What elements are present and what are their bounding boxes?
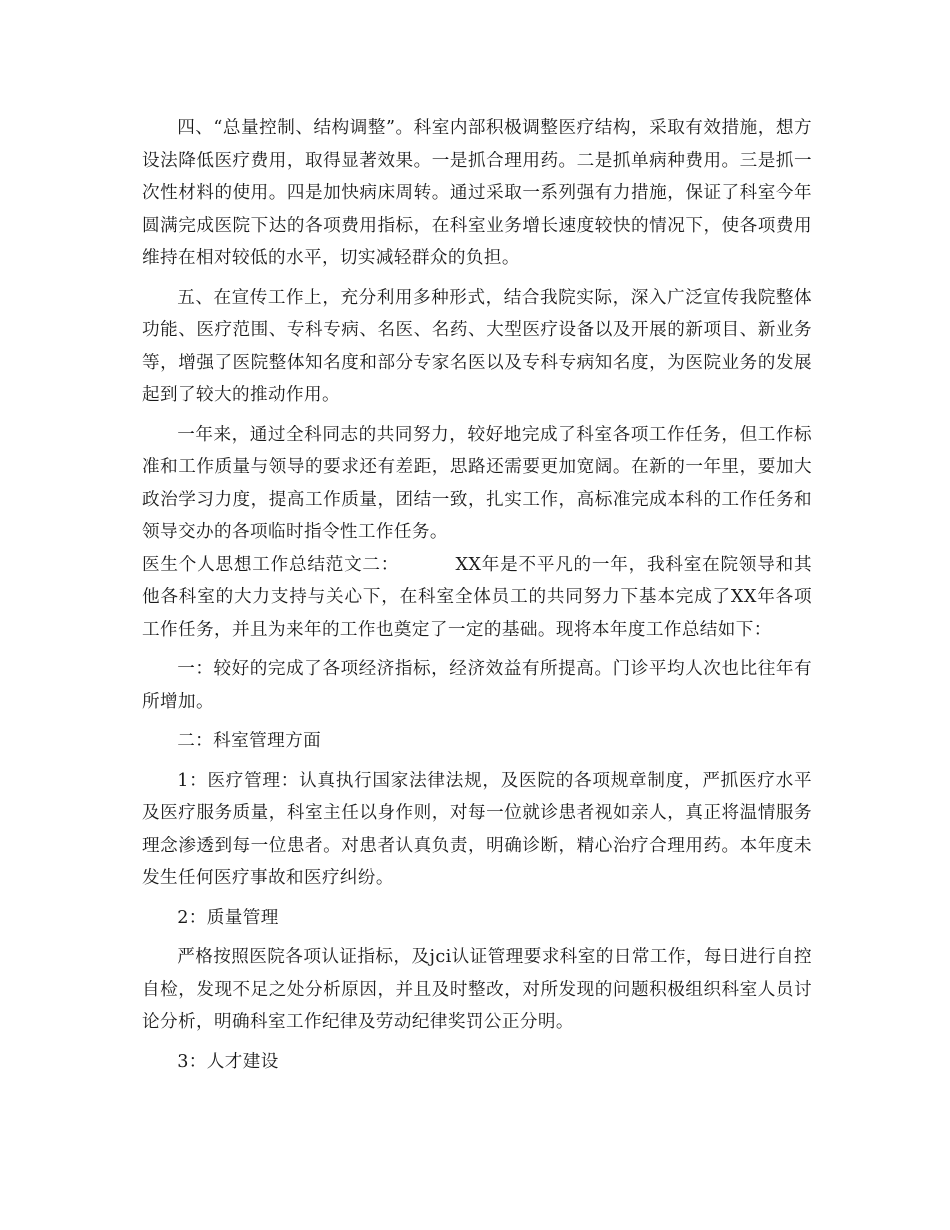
paragraph-five: 五、在宣传工作上，充分利用多种形式，结合我院实际，深入广泛宣传我院整体功能、医疗范围、专科专病、名医、名药、大型医疗设备以及开展的新项目、新业务等，增强了医院整体知名度和部分专家名医以及专科专病知名度，为医院业务的发展起到了较大的推动作用。 <box>142 287 812 405</box>
heading-management: 二：科室管理方面 <box>177 731 322 751</box>
paragraph-sample-two <box>142 549 812 647</box>
paragraph-economic: 一：较好的完成了各项经济指标，经济效益有所提高。门诊平均人次也比往年有所增加。 <box>142 659 812 712</box>
paragraph-year-summary: 一年来，通过全科同志的共同努力，较好地完成了科室各项工作任务，但工作标准和工作质量与领导的要求还有差距，思路还需要更加宽阔。在新的一年里，要加大政治学习力度，提高工作质量，团结一致，扎实工作，高标准完成本科的工作任务和领导交办的各项临时指令性工作任务。 <box>142 424 812 542</box>
paragraph-four: 四、“总量控制、结构调整”。科室内部积极调整医疗结构，采取有效措施，想方设法降低医疗费用，取得显著效果。一是抓合理用药。二是抓单病种费用。三是抓一次性材料的使用。四是加快病床周转。通过采取一系列强有力措施，保证了科室今年圆满完成医院下达的各项费用指标，在科室业务增长速度较快的情况下，使各项费用维持在相对较低的水平，切实减轻群众的负担。 <box>142 118 812 268</box>
sample-two-title: 医生个人思想工作总结范文二： <box>142 554 400 575</box>
document-body <box>142 112 812 1078</box>
paragraph-quality: 严格按照医院各项认证指标，及jci认证管理要求科室的日常工作，每日进行自控自检，发现不足之处分析原因，并且及时整改，对所发现的问题积极组织科室人员讨论分析，明确科室工作纪律及劳动纪律奖罚公正分明。 <box>142 947 812 1032</box>
paragraph-medical-management: 1：医疗管理：认真执行国家法律法规，及医院的各项规章制度，严抓医疗水平及医疗服务质量，科室主任以身作则，对每一位就诊患者视如亲人，真正将温情服务理念渗透到每一位患者。对患者认真负责，明确诊断，精心治疗合理用药。本年度未发生任何医疗事故和医疗纠纷。 <box>142 770 812 888</box>
heading-quality: 2：质量管理 <box>177 907 279 928</box>
heading-talent: 3：人才建设 <box>177 1051 279 1072</box>
sample-two-intro: XX年是不平凡的一年，我科室在院领导和其他各科室的大力支持与关心下，在科室全体员工的共同努力下基本完成了XX年各项工作任务，并且为来年的工作也奠定了一定的基础。现将本年度工作总结如下： <box>142 554 812 640</box>
